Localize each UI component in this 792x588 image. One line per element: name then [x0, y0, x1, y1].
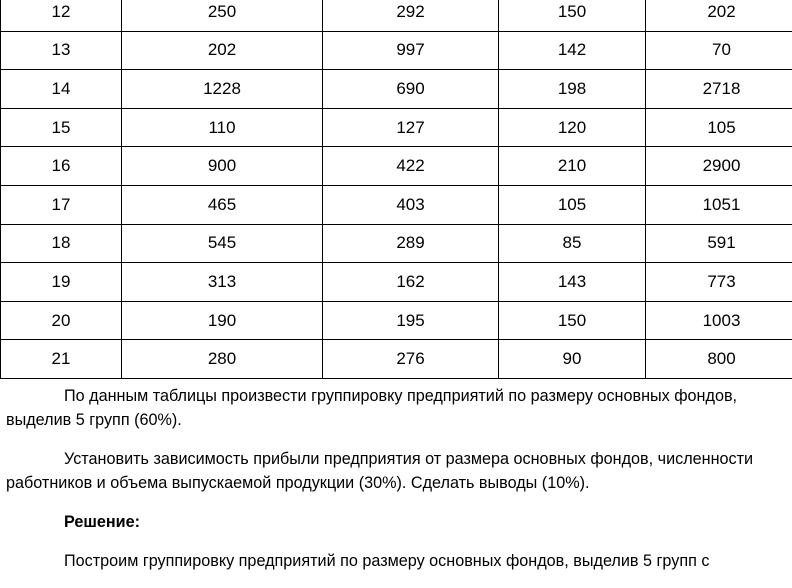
table-row	[1, 224, 792, 263]
table-cell: 800	[646, 340, 792, 379]
solution-paragraph: Построим группировку предприятий по размеру основных фондов, выделив 5 групп с	[6, 549, 786, 573]
table-cell: 70	[646, 31, 792, 70]
table-cell: 276	[323, 340, 499, 379]
table-cell: 105	[646, 108, 792, 147]
table-cell: 690	[323, 70, 499, 109]
table-cell: 120	[499, 108, 646, 147]
table-cell: 1003	[646, 301, 792, 340]
table-cell: 997	[323, 31, 499, 70]
solution-heading: Решение:	[6, 510, 786, 534]
table-cell: 1228	[122, 70, 323, 109]
table-cell: 12	[1, 0, 122, 31]
table-row	[1, 108, 792, 147]
table-row	[1, 0, 792, 31]
text-block	[6, 384, 786, 588]
table-body	[1, 0, 792, 378]
table-cell: 85	[499, 224, 646, 263]
table-cell: 143	[499, 263, 646, 302]
table-cell: 900	[122, 147, 323, 186]
table-cell: 162	[323, 263, 499, 302]
table-cell: 127	[323, 108, 499, 147]
table-cell: 465	[122, 185, 323, 224]
table-cell: 142	[499, 31, 646, 70]
table-cell: 198	[499, 70, 646, 109]
table-cell: 14	[1, 70, 122, 109]
table-cell: 422	[323, 147, 499, 186]
table-cell: 18	[1, 224, 122, 263]
table-cell: 90	[499, 340, 646, 379]
table-cell: 195	[323, 301, 499, 340]
task-paragraph-grouping: По данным таблицы произвести группировку предприятий по размеру основных фондов, выделив 5 групп (60%).	[6, 384, 786, 432]
table-cell: 21	[1, 340, 122, 379]
table-cell: 150	[499, 0, 646, 31]
table-row	[1, 340, 792, 379]
table-cell: 403	[323, 185, 499, 224]
table-cell: 1051	[646, 185, 792, 224]
table-cell: 110	[122, 108, 323, 147]
table-row	[1, 70, 792, 109]
table-cell: 13	[1, 31, 122, 70]
table-cell: 210	[499, 147, 646, 186]
table-cell: 773	[646, 263, 792, 302]
table-cell: 289	[323, 224, 499, 263]
table-row	[1, 185, 792, 224]
table-cell: 292	[323, 0, 499, 31]
table-cell: 15	[1, 108, 122, 147]
table-cell: 105	[499, 185, 646, 224]
task-paragraph-dependency: Установить зависимость прибыли предприятия от размера основных фондов, численности работников и объема выпускаемой продукции (30%). Сделать выводы (10%).	[6, 447, 786, 495]
table-row	[1, 263, 792, 302]
table-row	[1, 31, 792, 70]
table-cell: 190	[122, 301, 323, 340]
table-cell: 20	[1, 301, 122, 340]
table-cell: 545	[122, 224, 323, 263]
table-cell: 202	[122, 31, 323, 70]
table-cell: 2718	[646, 70, 792, 109]
table-cell: 202	[646, 0, 792, 31]
table-cell: 313	[122, 263, 323, 302]
table-cell: 250	[122, 0, 323, 31]
table-cell: 150	[499, 301, 646, 340]
table-cell: 17	[1, 185, 122, 224]
table-row	[1, 301, 792, 340]
table-cell: 280	[122, 340, 323, 379]
table-cell: 16	[1, 147, 122, 186]
table-row	[1, 147, 792, 186]
table-cell: 591	[646, 224, 792, 263]
table-cell: 2900	[646, 147, 792, 186]
table-cell: 19	[1, 263, 122, 302]
